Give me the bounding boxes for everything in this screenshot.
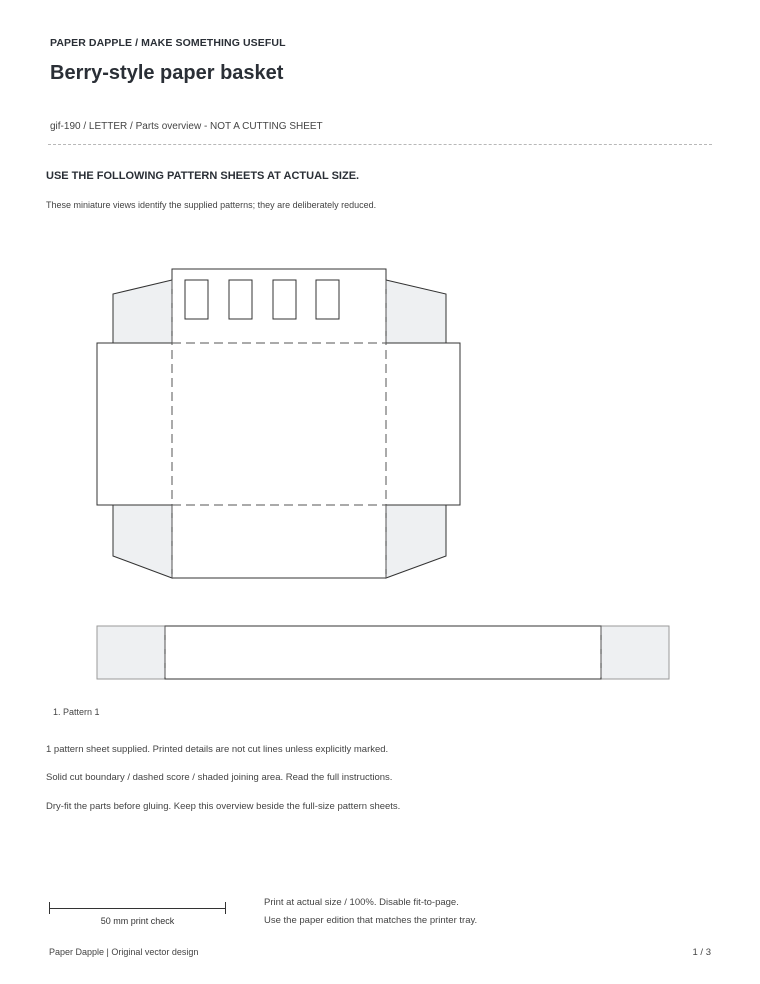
glue-tab-top-right	[386, 280, 446, 343]
scale-bar	[49, 902, 226, 914]
footer-credit: Paper Dapple | Original vector design	[49, 947, 199, 957]
figure-caption: 1. Pattern 1	[53, 707, 100, 717]
paper-instruction: Use the paper edition that matches the printer tray.	[264, 915, 478, 926]
basket-pattern	[97, 269, 460, 578]
strip-glue-right	[601, 626, 669, 679]
note-dry-fit: Dry-fit the parts before gluing. Keep this overview beside the full-size pattern sheets.	[46, 801, 401, 812]
intro-text: These miniature views identify the supplied patterns; they are deliberately reduced.	[46, 200, 377, 210]
glue-tab-bottom-left	[113, 505, 172, 578]
document-meta: gif-190 / LETTER / Parts overview - NOT A CUTTING SHEET	[50, 121, 323, 132]
note-line-legend: Solid cut boundary / dashed score / shaded joining area. Read the full instructions.	[46, 772, 393, 783]
scale-label: 50 mm print check	[100, 916, 175, 926]
glue-tab-bottom-right	[386, 505, 446, 578]
scale-line	[49, 908, 226, 909]
handle-strip-pattern	[97, 626, 669, 679]
handle-slot	[185, 280, 208, 319]
page-title: Berry-style paper basket	[50, 62, 284, 84]
page-number: 1 / 3	[692, 947, 711, 958]
handle-slot	[316, 280, 339, 319]
instruction-heading: USE THE FOLLOWING PATTERN SHEETS AT ACTUAL SIZE.	[46, 170, 360, 182]
brand-breadcrumb: PAPER DAPPLE / MAKE SOMETHING USEFUL	[50, 37, 286, 49]
scale-tick-right	[225, 902, 226, 914]
note-sheet-count: 1 pattern sheet supplied. Printed details are not cut lines unless explicitly marked.	[46, 744, 389, 755]
strip-glue-left	[97, 626, 165, 679]
handle-slot	[229, 280, 252, 319]
glue-tab-top-left	[113, 280, 172, 343]
handle-slot	[273, 280, 296, 319]
print-instruction: Print at actual size / 100%. Disable fit-to-page.	[264, 897, 459, 908]
strip-body	[165, 626, 601, 679]
